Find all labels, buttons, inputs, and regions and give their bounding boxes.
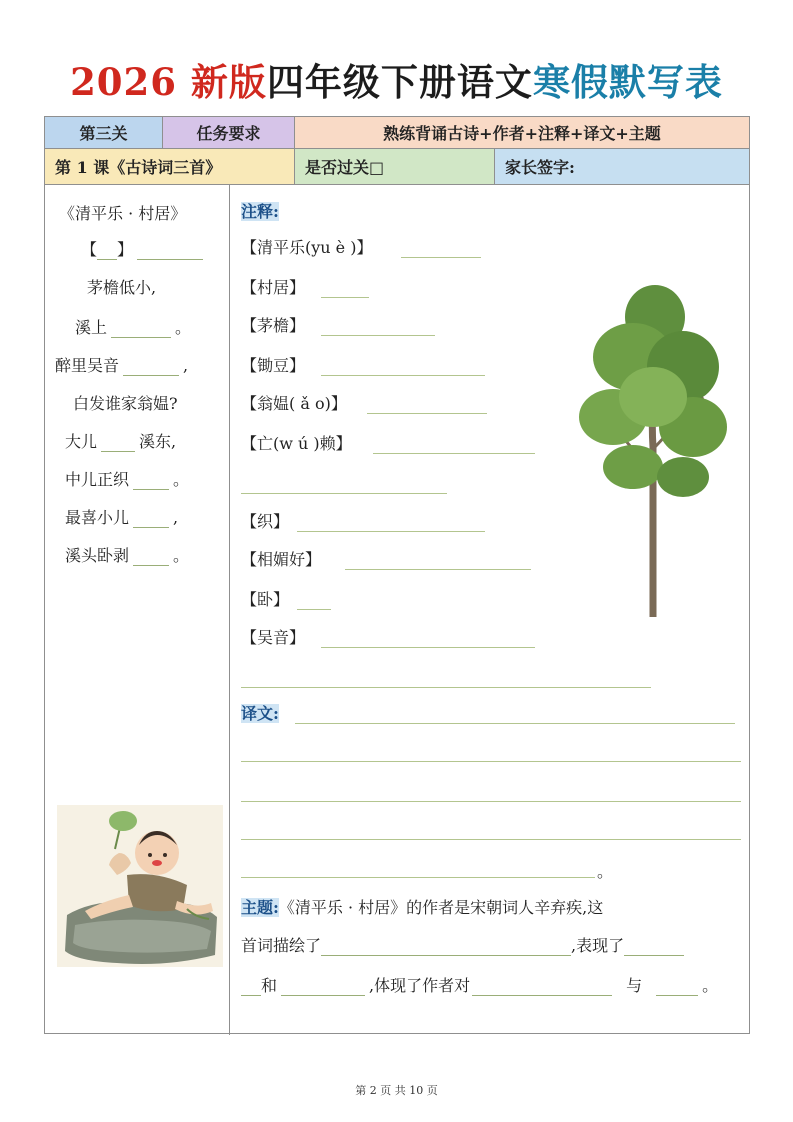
theme-line-2-a: 首词描绘了 [241,936,322,955]
note-item-9: 【卧】 [241,590,290,609]
tree-illustration [573,277,733,627]
answer-line-note-9[interactable] [297,609,331,610]
theme-blank-4[interactable] [281,979,365,996]
worksheet-table [44,116,750,1034]
note-item-5: 【翁媪( ǎ o)】 [241,394,347,413]
poem-line-7 [65,467,189,490]
theme-line-3-c: 与 [626,976,643,995]
translation-line-4[interactable] [241,839,741,840]
theme-blank-2[interactable] [624,939,684,956]
theme-line-1 [241,895,603,918]
note-item-10: 【吴音】 [241,628,306,647]
poem-line-author [81,237,203,260]
translation-line-1[interactable] [295,723,735,724]
line4-text: 醉里吴音 [55,356,120,375]
theme-blank-1[interactable] [321,939,571,956]
line9-end: 。 [173,546,190,565]
answer-line-note-8[interactable] [345,569,531,570]
theme-line-1-text: 《清平乐 · 村居》的作者是宋朝词人辛弃疾,这 [278,898,604,917]
poem-line-6 [65,429,176,452]
line3-end: 。 [175,318,192,337]
child-lotus-illustration [57,805,223,967]
note-item-3: 【茅檐】 [241,316,306,335]
theme-line-3 [241,973,718,996]
note-item-7: 【织】 [241,512,290,531]
blank-dynasty[interactable] [97,243,117,260]
poem-line-3 [75,315,191,338]
line9-text: 溪头卧剥 [65,546,130,565]
blank-line3[interactable] [111,321,171,338]
passed-cell: 是否过关□ [295,149,495,184]
task-label-cell: 任务要求 [163,117,295,148]
answer-line-note-2[interactable] [321,297,369,298]
column-divider [229,185,230,1035]
translation-label: 译文: [241,704,279,723]
theme-line-3-a: 和 [261,976,278,995]
line4-end: , [183,356,189,375]
answer-line-note-3[interactable] [321,335,435,336]
blank-line4[interactable] [123,359,179,376]
poem-title: 《清平乐 · 村居》 [59,204,187,223]
line3-text: 溪上 [75,318,108,337]
theme-blank-6[interactable] [656,979,698,996]
blank-line7[interactable] [133,473,169,490]
header-row-2 [45,149,749,185]
header-row-1 [45,117,749,149]
line7-end: 。 [173,470,190,489]
theme-blank-5[interactable] [472,979,612,996]
note-item-4: 【锄豆】 [241,356,306,375]
page-footer: 第 2 页 共 10 页 [355,1084,438,1097]
note-item-1: 【清平乐(yu è )】 [241,238,373,257]
blank-line8[interactable] [133,511,169,528]
page-title [0,52,793,106]
notes-label: 注释: [241,202,279,221]
title-grade: 四年级下册语文 [266,60,533,104]
theme-blank-3[interactable] [241,979,261,996]
bracket-open: 【 [81,240,98,259]
answer-line-note-10b[interactable] [241,687,651,688]
line6-end: 溪东, [139,432,177,451]
note-item-8: 【相媚好】 [241,550,322,569]
theme-line-3-d: 。 [702,976,719,995]
theme-line-2 [241,933,684,956]
poem-line-4 [55,353,188,376]
answer-line-note-4[interactable] [321,375,485,376]
signature-cell: 家长签字: [495,149,749,184]
bracket-close: 】 [117,240,134,259]
title-year: 2026 新版 [70,60,267,104]
translation-end: 。 [597,862,614,881]
level-cell: 第三关 [45,117,163,148]
poem-line-2: 茅檐低小, [87,278,157,297]
line7-text: 中儿正织 [65,470,130,489]
note-item-2: 【村居】 [241,278,306,297]
blank-line6[interactable] [101,435,135,452]
blank-line9[interactable] [133,549,169,566]
line8-end: , [173,508,179,527]
theme-line-3-b: ,体现了作者对 [369,976,471,995]
translation-line-2[interactable] [241,761,741,762]
blank-author[interactable] [137,243,203,260]
answer-line-note-6b[interactable] [241,493,447,494]
poem-line-9 [65,543,189,566]
lesson-cell: 第 1 课《古诗词三首》 [45,149,295,184]
translation-line-3[interactable] [241,801,741,802]
answer-line-note-10a[interactable] [321,647,535,648]
poem-column [45,185,229,745]
poem-line-5: 白发谁家翁媪? [73,394,178,413]
line8-text: 最喜小儿 [65,508,130,527]
answer-line-note-7[interactable] [297,531,485,532]
note-item-6: 【亡(w ú )赖】 [241,434,352,453]
answer-line-note-5[interactable] [367,413,487,414]
line6-text: 大儿 [65,432,98,451]
translation-line-5[interactable] [241,877,595,878]
answer-line-note-1[interactable] [401,257,481,258]
theme-line-2-b: ,表现了 [571,936,625,955]
theme-label: 主题: [241,898,279,917]
poem-line-8 [65,505,178,528]
task-cell: 熟练背诵古诗+作者+注释+译文+主题 [295,117,749,148]
title-sheet: 寒假默写表 [532,60,723,104]
answer-line-note-6a[interactable] [373,453,535,454]
